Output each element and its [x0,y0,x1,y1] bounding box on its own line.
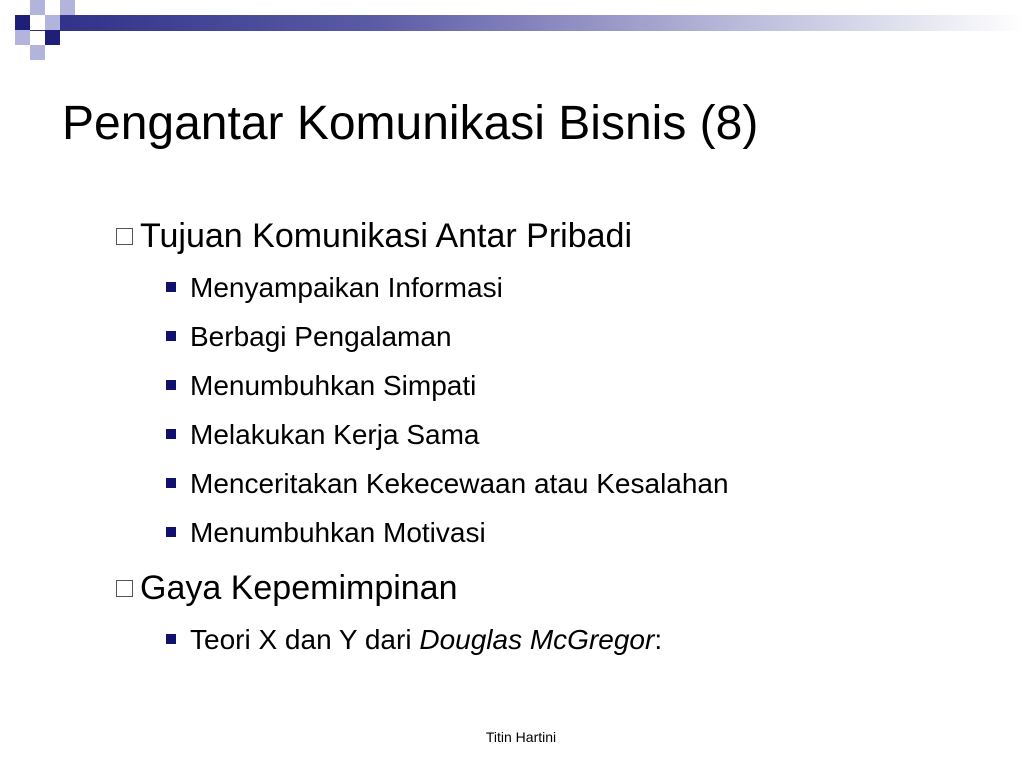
list-item-suffix: : [654,624,663,655]
list-item [166,271,503,305]
list-item-text: Menyampaikan Informasi [190,272,503,303]
filled-square-icon [166,527,176,537]
section-heading [116,568,458,608]
list-item-text: Menumbuhkan Simpati [190,370,477,401]
list-item-text: Menceritakan Kekecewaan atau Kesalahan [190,468,729,499]
list-item [166,369,476,403]
hollow-square-icon [116,580,133,597]
section-heading-text: Tujuan Komunikasi Antar Pribadi [140,217,633,255]
slide-title: Pengantar Komunikasi Bisnis (8) [62,97,759,150]
section-heading [116,216,632,256]
filled-square-icon [166,634,176,644]
list-item [166,320,452,354]
footer-author: Titin Hartini [485,729,557,745]
filled-square-icon [166,429,176,439]
list-item-text: Melakukan Kerja Sama [190,419,480,450]
filled-square-icon [166,331,176,341]
author-name: Douglas McGregor [419,624,655,655]
list-item-text: Berbagi Pengalaman [190,321,452,352]
list-item-text: Teori X dan Y dari [190,624,420,655]
list-item [166,623,662,657]
list-item [166,418,479,452]
hollow-square-icon [116,228,133,245]
filled-square-icon [166,478,176,488]
list-item [166,467,729,501]
list-item [166,516,486,550]
filled-square-icon [166,380,176,390]
section-heading-text: Gaya Kepemimpinan [140,569,458,607]
list-item-text: Menumbuhkan Motivasi [190,517,486,548]
filled-square-icon [166,282,176,292]
slide-footer [0,728,1024,746]
